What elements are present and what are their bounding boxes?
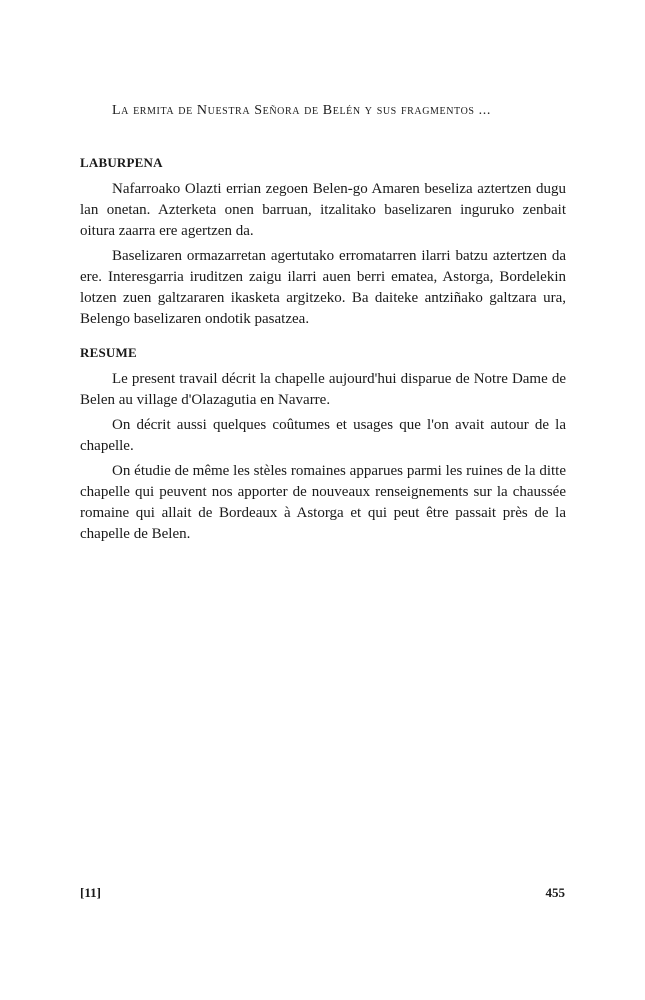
paragraph: On décrit aussi quelques coûtumes et usages que l'on avait autour de la chapelle. — [80, 417, 566, 454]
paragraph: Nafarroako Olazti errian zegoen Belen-go Amaren beseliza aztertzen dugu lan onetan. Azterketa onen barruan, itzalitako baselizaren inguruko zenbait oitura zaarra ere agertzen da. — [80, 181, 566, 239]
paragraph: On étudie de même les stèles romaines apparues parmi les ruines de la ditte chapelle qui peuvent nos apporter de nouveaux renseignements sur la chaussée romaine qui allait de Bordeaux à Astorga et qui peut être passait près de la chapelle de Belen. — [80, 463, 566, 542]
section-body-laburpena — [80, 179, 566, 334]
section-heading-laburpena: LABURPENA — [80, 155, 163, 170]
section-body-resume — [80, 369, 566, 549]
page-number: 455 — [545, 885, 565, 900]
paragraph: Baselizaren ormazarretan agertutako erromatarren ilarri batzu aztertzen da ere. Interesgarria iruditzen zaigu ilarri auen berri ematea, Astorga, Bordelekin lotzen zuen galtzararen ikasketa argitzeko. Ba daiteke antziñako galtzara ura, Belengo baselizaren ondotik pasatzea. — [80, 248, 566, 327]
paragraph: Le present travail décrit la chapelle aujourd'hui disparue de Notre Dame de Belen au village d'Olazagutia en Navarre. — [80, 371, 566, 408]
running-head: La ermita de Nuestra Señora de Belén y sus fragmentos ... — [112, 103, 491, 118]
section-heading-resume: RESUME — [80, 345, 137, 360]
section-number: [11] — [80, 885, 101, 900]
